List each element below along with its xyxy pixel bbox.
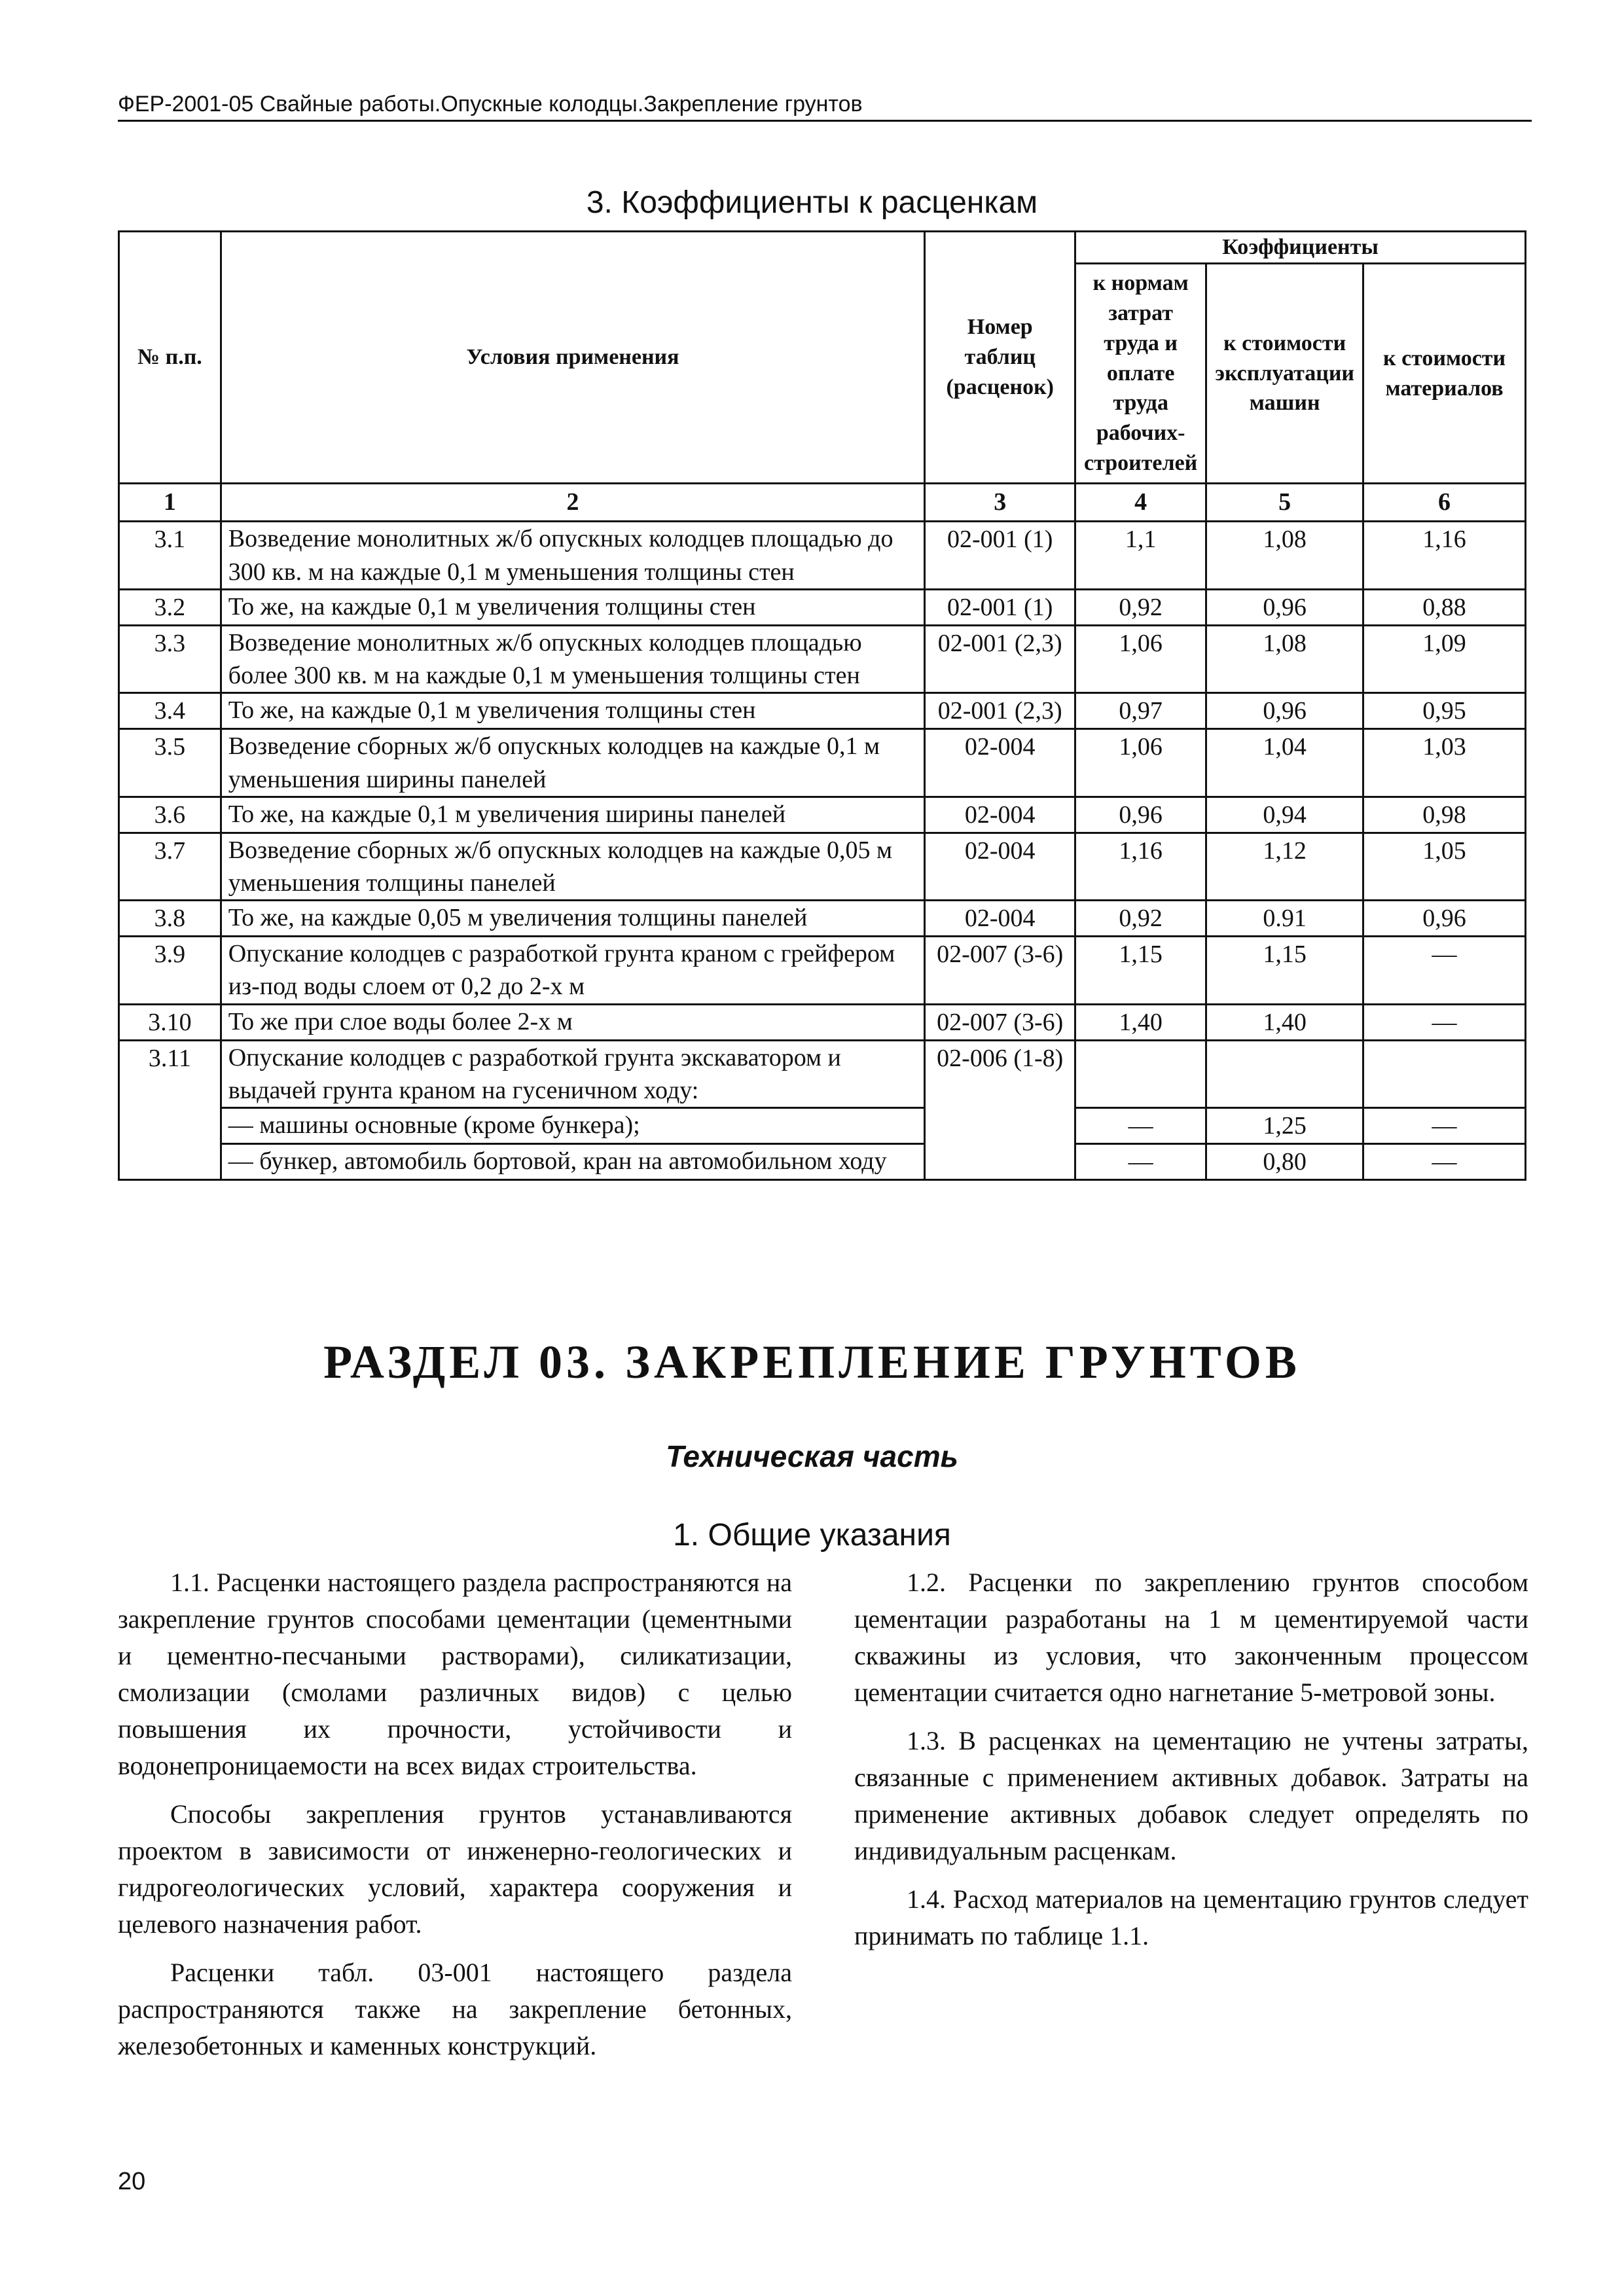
row-number: 3.6 bbox=[119, 797, 221, 833]
row-number: 3.8 bbox=[119, 901, 221, 937]
table-row bbox=[119, 833, 1526, 900]
row-materials: 0,98 bbox=[1363, 797, 1526, 833]
header-table-no: Номер таблиц (расценок) bbox=[925, 232, 1075, 484]
row-number: 3.1 bbox=[119, 522, 221, 589]
row-labor: 1,15 bbox=[1075, 937, 1206, 1004]
row-materials: — bbox=[1363, 1004, 1526, 1040]
row-materials: — bbox=[1363, 1144, 1526, 1180]
row-labor: 1,40 bbox=[1075, 1004, 1206, 1040]
row-table-number: 02-004 bbox=[925, 729, 1075, 797]
column-number: 4 bbox=[1075, 484, 1206, 522]
table-row bbox=[119, 797, 1526, 833]
row-table-number: 02-006 (1-8) bbox=[925, 1040, 1075, 1180]
row-table-number: 02-004 bbox=[925, 901, 1075, 937]
row-machines: 1,40 bbox=[1206, 1004, 1363, 1040]
row-number: 3.11 bbox=[119, 1040, 221, 1180]
row-conditions: То же, на каждые 0,05 м увеличения толщины панелей bbox=[221, 901, 925, 937]
row-table-number: 02-007 (3-6) bbox=[925, 937, 1075, 1004]
column-number: 2 bbox=[221, 484, 925, 522]
row-number: 3.3 bbox=[119, 625, 221, 692]
header-labor: к нормам затрат труда и оплате труда рабочих-строителей bbox=[1075, 263, 1206, 483]
row-machines: 0.91 bbox=[1206, 901, 1363, 937]
row-materials: 1,16 bbox=[1363, 522, 1526, 589]
table-row bbox=[119, 937, 1526, 1004]
paragraph: 1.2. Расценки по закреплению грунтов способом цементации разработаны на 1 м цементируемой части скважины из условия, что законченным процессом цементации считается одно нагнетание 5-метровой зоны. bbox=[854, 1568, 1528, 1707]
row-labor: 1,1 bbox=[1075, 522, 1206, 589]
row-materials: 0,88 bbox=[1363, 589, 1526, 625]
row-conditions: То же, на каждые 0,1 м увеличения толщины стен bbox=[221, 589, 925, 625]
coefficients-table bbox=[118, 230, 1526, 1181]
page-number: 20 bbox=[118, 2168, 146, 2195]
paragraph: 1.4. Расход материалов на цементацию грунтов следует принимать по таблице 1.1. bbox=[854, 1884, 1528, 1950]
row-table-number: 02-001 (2,3) bbox=[925, 693, 1075, 729]
row-materials: 1,09 bbox=[1363, 625, 1526, 692]
row-machines: 0,96 bbox=[1206, 693, 1363, 729]
table-row bbox=[119, 522, 1526, 589]
row-table-number: 02-001 (1) bbox=[925, 522, 1075, 589]
row-labor: 0,92 bbox=[1075, 589, 1206, 625]
row-machines: 1,12 bbox=[1206, 833, 1363, 900]
row-labor: 1,06 bbox=[1075, 625, 1206, 692]
column-number-row bbox=[119, 484, 1526, 522]
row-materials: 1,03 bbox=[1363, 729, 1526, 797]
row-materials: — bbox=[1363, 937, 1526, 1004]
table-row bbox=[119, 901, 1526, 937]
right-column bbox=[854, 1564, 1528, 1966]
table-title: 3. Коэффициенты к расценкам bbox=[586, 185, 1038, 220]
table-row bbox=[119, 693, 1526, 729]
row-table-number: 02-001 (2,3) bbox=[925, 625, 1075, 692]
table-header-row bbox=[119, 232, 1526, 264]
column-number: 3 bbox=[925, 484, 1075, 522]
table-row bbox=[119, 729, 1526, 797]
row-number: 3.10 bbox=[119, 1004, 221, 1040]
table-row bbox=[119, 625, 1526, 692]
row-labor: 1,06 bbox=[1075, 729, 1206, 797]
row-conditions: То же, на каждые 0,1 м увеличения ширины панелей bbox=[221, 797, 925, 833]
row-machines: 0,94 bbox=[1206, 797, 1363, 833]
row-conditions: — машины основные (кроме бункера); bbox=[221, 1108, 925, 1144]
row-conditions: Опускание колодцев с разработкой грунта экскаватором и выдачей грунта краном на гусеничном ходу: bbox=[221, 1040, 925, 1107]
column-number: 6 bbox=[1363, 484, 1526, 522]
row-conditions: Возведение сборных ж/б опускных колодцев на каждые 0,1 м уменьшения ширины панелей bbox=[221, 729, 925, 797]
header-coefficients: Коэффициенты bbox=[1075, 232, 1526, 264]
row-number: 3.7 bbox=[119, 833, 221, 900]
row-number: 3.2 bbox=[119, 589, 221, 625]
row-labor: 1,16 bbox=[1075, 833, 1206, 900]
column-number: 5 bbox=[1206, 484, 1363, 522]
paragraph: Способы закрепления грунтов устанавливаются проектом в зависимости от инженерно-геологических и гидрогеологических условий, характера сооружения и целевого назначения работ. bbox=[118, 1799, 792, 1939]
row-materials bbox=[1363, 1040, 1526, 1107]
row-machines: 1,25 bbox=[1206, 1108, 1363, 1144]
row-table-number: 02-004 bbox=[925, 797, 1075, 833]
header-machines: к стоимости эксплуатации машин bbox=[1206, 263, 1363, 483]
row-materials: 0,96 bbox=[1363, 901, 1526, 937]
section-title: РАЗДЕЛ 03. ЗАКРЕПЛЕНИЕ ГРУНТОВ bbox=[323, 1336, 1301, 1388]
column-number: 1 bbox=[119, 484, 221, 522]
paragraph: 1.1. Расценки настоящего раздела распространяются на закрепление грунтов способами цементации (цементными и цементно-песчаными растворами), силикатизации, смолизации (смолами различных видов) с целью повышения их прочности, устойчивости и водонепроницаемости на всех видах строительства. bbox=[118, 1568, 792, 1780]
row-machines: 1,08 bbox=[1206, 522, 1363, 589]
row-conditions: То же, на каждые 0,1 м увеличения толщины стен bbox=[221, 693, 925, 729]
row-conditions: Опускание колодцев с разработкой грунта краном с грейфером из-под воды слоем от 0,2 до 2-х м bbox=[221, 937, 925, 1004]
general-title: 1. Общие указания bbox=[673, 1518, 951, 1553]
running-header: ФЕР-2001-05 Свайные работы.Опускные колодцы.Закрепление грунтов bbox=[118, 92, 1532, 122]
row-number: 3.5 bbox=[119, 729, 221, 797]
row-materials: 1,05 bbox=[1363, 833, 1526, 900]
row-number: 3.9 bbox=[119, 937, 221, 1004]
row-labor: — bbox=[1075, 1108, 1206, 1144]
row-labor: 0,96 bbox=[1075, 797, 1206, 833]
row-labor: 0,97 bbox=[1075, 693, 1206, 729]
paragraph: Расценки табл. 03-001 настоящего раздела распространяются также на закрепление бетонных, железобетонных и каменных конструкций. bbox=[118, 1958, 792, 2060]
table-row bbox=[119, 1004, 1526, 1040]
row-machines: 1,04 bbox=[1206, 729, 1363, 797]
row-labor: 0,92 bbox=[1075, 901, 1206, 937]
row-machines: 0,96 bbox=[1206, 589, 1363, 625]
row-machines: 1,15 bbox=[1206, 937, 1363, 1004]
row-machines: 0,80 bbox=[1206, 1144, 1363, 1180]
left-column bbox=[118, 1564, 792, 2076]
table-subrow bbox=[119, 1144, 1526, 1180]
row-conditions: То же при слое воды более 2-х м bbox=[221, 1004, 925, 1040]
row-conditions: Возведение монолитных ж/б опускных колодцев площадью более 300 кв. м на каждые 0,1 м уменьшения толщины стен bbox=[221, 625, 925, 692]
row-table-number: 02-007 (3-6) bbox=[925, 1004, 1075, 1040]
header-conditions: Условия применения bbox=[221, 232, 925, 484]
table-row bbox=[119, 589, 1526, 625]
row-labor: — bbox=[1075, 1144, 1206, 1180]
row-number: 3.4 bbox=[119, 693, 221, 729]
row-machines bbox=[1206, 1040, 1363, 1107]
section-subtitle: Техническая часть bbox=[666, 1439, 958, 1473]
header-materials: к стоимости материалов bbox=[1363, 263, 1526, 483]
row-table-number: 02-001 (1) bbox=[925, 589, 1075, 625]
row-machines: 1,08 bbox=[1206, 625, 1363, 692]
row-conditions: Возведение сборных ж/б опускных колодцев на каждые 0,05 м уменьшения толщины панелей bbox=[221, 833, 925, 900]
row-materials: — bbox=[1363, 1108, 1526, 1144]
table-subrow bbox=[119, 1108, 1526, 1144]
header-no: № п.п. bbox=[119, 232, 221, 484]
row-conditions: Возведение монолитных ж/б опускных колодцев площадью до 300 кв. м на каждые 0,1 м уменьшения толщины стен bbox=[221, 522, 925, 589]
table-row bbox=[119, 1040, 1526, 1107]
row-conditions: — бункер, автомобиль бортовой, кран на автомобильном ходу bbox=[221, 1144, 925, 1180]
row-labor bbox=[1075, 1040, 1206, 1107]
row-table-number: 02-004 bbox=[925, 833, 1075, 900]
paragraph: 1.3. В расценках на цементацию не учтены затраты, связанные с применением активных добавок. Затраты на применение активных добавок следует определять по индивидуальным расценкам. bbox=[854, 1726, 1528, 1865]
row-materials: 0,95 bbox=[1363, 693, 1526, 729]
